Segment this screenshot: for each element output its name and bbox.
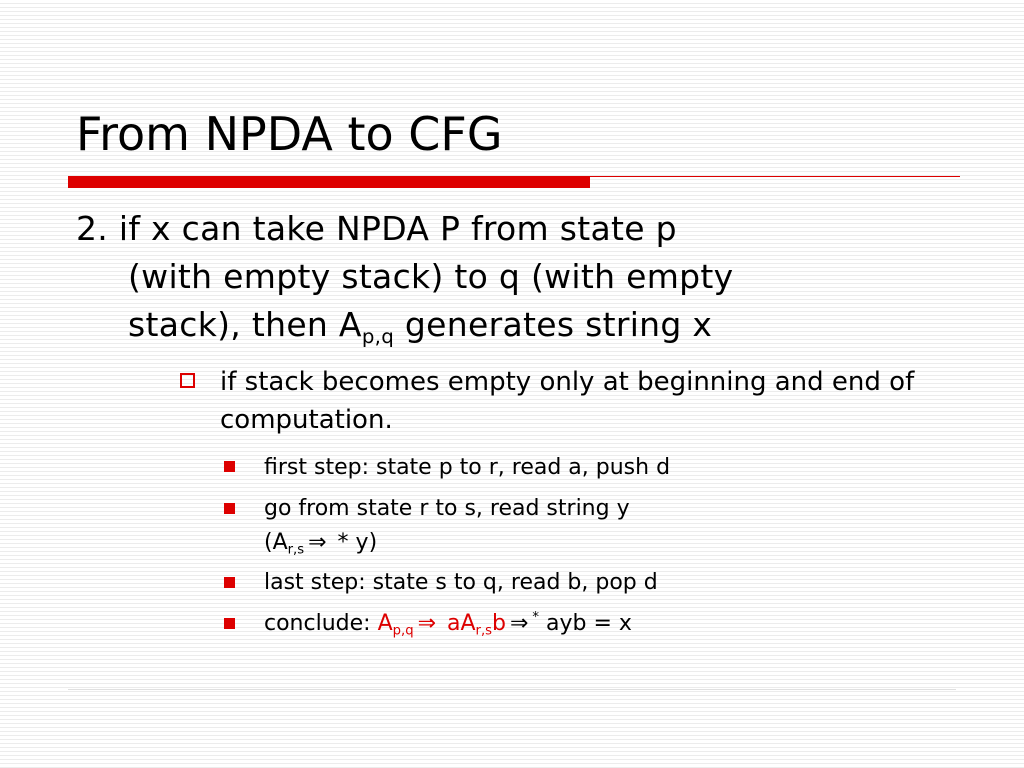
title-underline-thin [590,176,960,177]
conclude-lhs: A [377,611,393,636]
step-go-tail: * y) [330,530,378,555]
step-go-line-2 [264,526,944,560]
step-go-paren: (A [264,530,288,555]
square-bullet-icon [224,577,235,588]
main-point-subscript: p,q [361,324,395,348]
main-point [76,205,936,349]
conclude-lhs-subscript: p,q [392,623,414,639]
step-last: last step: state s to q, read b, pop d [264,570,658,595]
main-point-line-3-text: stack), then A [128,305,362,344]
main-point-line-3 [76,301,936,349]
main-point-line-3-end: generates string x [394,305,713,344]
kleene-star: * [532,609,540,625]
footer-divider [68,689,956,690]
main-point-line-1: 2. if x can take NPDA P from state p [76,209,677,248]
implies-symbol: ⇒ [308,530,327,555]
conclude-rhs: aA [440,611,476,636]
implies-symbol: ⇒ [509,611,529,636]
title-underline-thick [68,176,590,188]
conclude-rhs-subscript: r,s [475,623,493,639]
step-go [264,492,944,560]
main-point-line-2: (with empty stack) to q (with empty [128,257,734,296]
conclude-result: ayb = x [539,611,632,636]
step-go-line-1: go from state r to s, read string y [264,496,630,521]
conclude-rhs-b: b [492,611,506,636]
slide-title: From NPDA to CFG [76,107,503,161]
square-bullet-icon [224,461,235,472]
conclude-label: conclude: [264,611,378,636]
step-go-subscript: r,s [287,542,305,558]
square-bullet-icon [224,618,235,629]
sub-point: if stack becomes empty only at beginning and end of computation. [220,367,915,435]
square-bullet-icon [224,503,235,514]
hollow-square-bullet-icon [180,373,195,388]
implies-symbol: ⇒ [417,611,436,636]
step-first: first step: state p to r, read a, push d [264,455,671,480]
step-conclude [264,607,944,641]
